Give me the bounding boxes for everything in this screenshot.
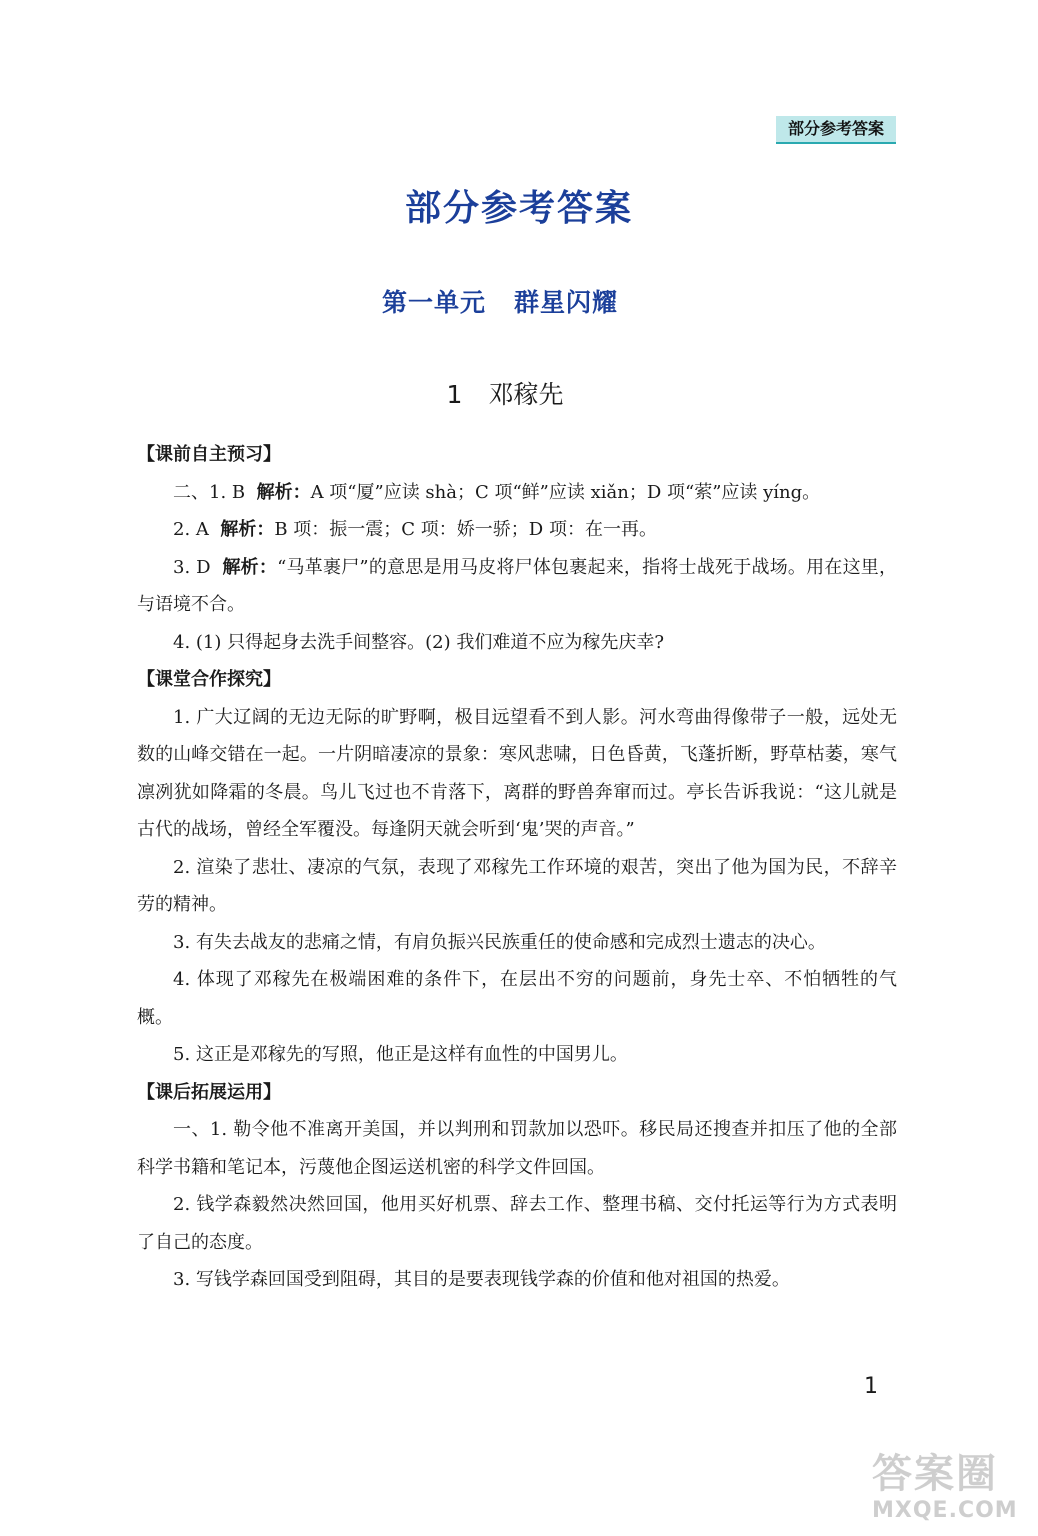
answer-text: B 项：振一震；C 项：娇一骄；D 项：在一再。 [274,519,657,540]
answer-item: 2. 渲染了悲壮、凄凉的气氛，表现了邓稼先工作环境的艰苦，突出了他为国为民，不辞辛劳的精神。 [137,856,897,915]
answer-item: 2. 钱学森毅然决然回国，他用买好机票、辞去工作、整理书稿、交付托运等行为方式表明了自己的态度。 [137,1194,897,1253]
answer-item: 3. 有失去战友的悲痛之情，有肩负振兴民族重任的使命感和完成烈士遗志的决心。 [173,931,826,953]
answer-item: 3. 写钱学森回国受到阻碍，其目的是要表现钱学森的价值和他对祖国的热爱。 [173,1269,790,1290]
watermark-top: 答案圈 [872,1451,998,1497]
unit-heading [0,283,1000,319]
answer-item [137,549,897,624]
answer-item [137,624,897,662]
analysis-label: 解析： [256,481,311,503]
answer-item: 4. 体现了邓稼先在极端困难的条件下，在层出不穷的问题前，身先士卒、不怕牺牲的气概。 [137,969,897,1028]
lesson-number: 1 [446,380,463,409]
answer-content [137,436,897,1299]
answer-prefix: 3. D [173,556,211,578]
answer-text: 4. (1) 只得起身去洗手间整容。(2) 我们难道不应为稼先庆幸? [173,631,664,653]
answer-item [137,474,897,512]
corner-section-tag: 部分参考答案 [776,116,896,144]
answer-prefix: 二、1. B [173,481,246,503]
answer-text: “马革裹尸”的意思是用马皮将尸体包裹起来，指将士战死于战场。用在这里，与语境不合。 [137,556,898,615]
analysis-label: 解析： [220,519,275,540]
unit-name: 群星闪耀 [514,288,619,317]
answer-text: A 项“厦”应读 shà；C 项“鲜”应读 xiǎn；D 项“萦”应读 yíng。 [310,481,821,503]
unit-number: 第一单元 [381,288,486,317]
answer-item: 5. 这正是邓稼先的写照，他正是这样有血性的中国男儿。 [173,1044,628,1065]
lesson-name: 邓稼先 [488,380,564,409]
watermark-logo [872,1452,1034,1532]
watermark-bottom: MXQE.COM [872,1498,1018,1523]
page-title: 部分参考答案 [404,188,633,229]
section-heading-preview: 【课前自主预习】 [137,444,281,465]
section-heading-after: 【课后拓展运用】 [137,1081,281,1103]
page-number: 1 [864,1374,878,1399]
answer-item: 一、1. 勒令他不准离开美国，并以判刑和罚款加以恐吓。移民局还搜查并扣压了他的全部科学书籍和笔记本，污蔑他企图运送机密的科学文件回国。 [137,1119,897,1178]
lesson-heading [0,375,1010,411]
answer-item [137,511,897,549]
answer-item: 1. 广大辽阔的无边无际的旷野啊，极目远望看不到人影。河水弯曲得像带子一般，远处无数的山峰交错在一起。一片阴暗凄凉的景象：寒风悲啸，日色昏黄，飞蓬折断，野草枯萎，寒气凛冽犹如降霜的冬晨。鸟儿飞过也不肯落下，离群的野兽奔窜而过。亭长告诉我说：“这儿就是古代的战场，曾经全军覆没。每逢阴天就会听到‘鬼’哭的声音。” [137,706,897,840]
answer-prefix: 2. A [173,519,209,540]
section-heading-class: 【课堂合作探究】 [137,669,281,690]
analysis-label: 解析： [222,556,278,578]
